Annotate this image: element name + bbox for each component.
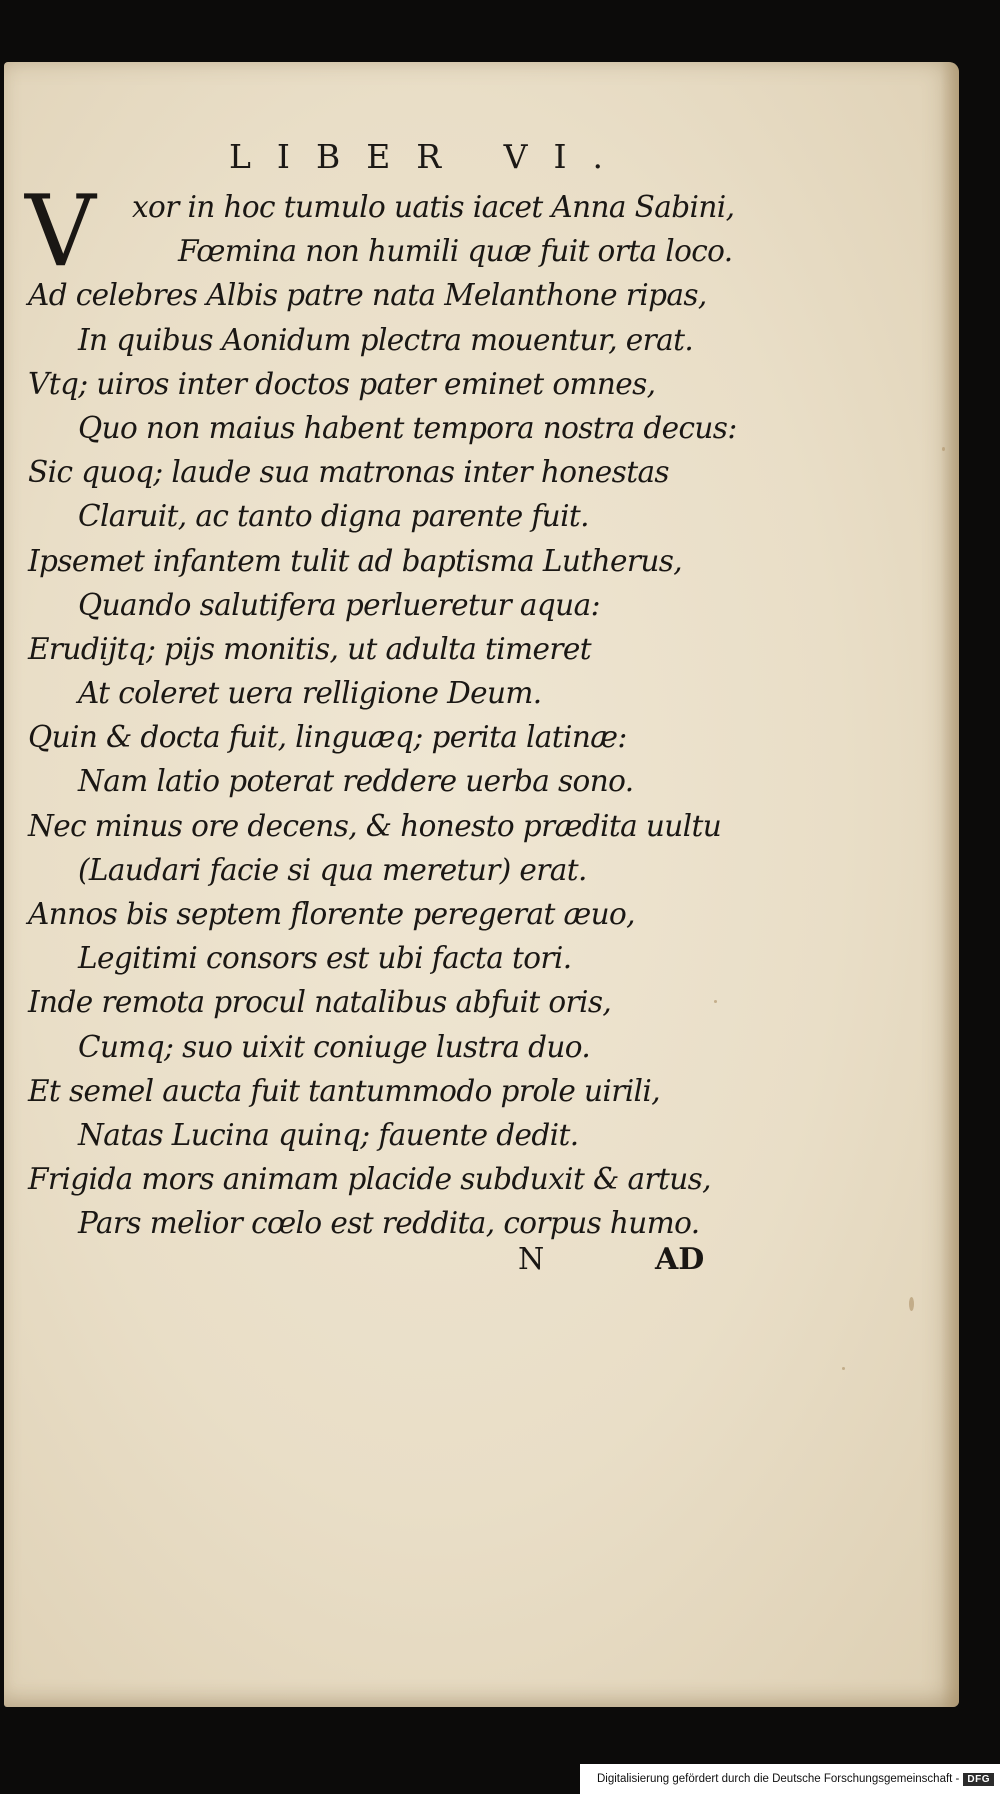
poem-line: Quin & docta fuit, linguæq; perita latinæ: xyxy=(28,720,627,755)
paper-speck xyxy=(842,1367,845,1370)
poem-line: Quando salutifera perlueretur aqua: xyxy=(78,587,600,622)
poem-line: Claruit, ac tanto digna parente fuit. xyxy=(78,499,589,534)
page-edge-shadow xyxy=(941,62,959,1707)
poem-line: Et semel aucta fuit tantummodo prole uirili, xyxy=(28,1073,660,1108)
poem-line: Pars melior cœlo est reddita, corpus humo. xyxy=(78,1206,700,1241)
poem-line: Erudijtq; pijs monitis, ut adulta timeret xyxy=(28,631,591,666)
poem-line: Quo non maius habent tempora nostra decus: xyxy=(78,410,737,445)
poem-line: Nam latio poterat reddere uerba sono. xyxy=(78,764,634,799)
poem-line: Cumq; suo uixit coniuge lustra duo. xyxy=(78,1029,591,1064)
poem-line: Fœmina non humili quæ fuit orta loco. xyxy=(178,234,733,269)
book-page xyxy=(4,62,959,1707)
catchword: AD xyxy=(655,1242,705,1277)
dfg-logo: DFG xyxy=(963,1773,994,1786)
poem-line: Ipsemet infantem tulit ad baptisma Lutherus, xyxy=(28,543,683,578)
signature-mark: N xyxy=(518,1242,545,1277)
paper-speck xyxy=(942,447,945,451)
poem-line: Natas Lucina quinq; fauente dedit. xyxy=(78,1117,579,1152)
digitization-credit-bar xyxy=(580,1764,1000,1794)
poem-line: Sic quoq; laude sua matronas inter honestas xyxy=(28,455,669,490)
poem-line: Vtq; uiros inter doctos pater eminet omnes, xyxy=(28,366,656,401)
poem-line: (Laudari facie si qua meretur) erat. xyxy=(78,852,587,887)
poem-line: At coleret uera relligione Deum. xyxy=(78,676,542,711)
poem-line: xor in hoc tumulo uatis iacet Anna Sabini, xyxy=(132,190,735,224)
poem-line: Ad celebres Albis patre nata Melanthone ripas, xyxy=(28,278,707,313)
poem-line: Annos bis septem florente peregerat æuo, xyxy=(28,897,635,931)
drop-cap: V xyxy=(25,175,96,289)
poem-line: In quibus Aonidum plectra mouentur, erat. xyxy=(78,322,694,357)
paper-speck xyxy=(909,1297,914,1311)
paper-speck xyxy=(714,1000,717,1003)
poem-line: Nec minus ore decens, & honesto prædita uultu xyxy=(28,808,722,843)
poem-text xyxy=(28,185,737,1246)
poem-line: Frigida mors animam placide subduxit & artus, xyxy=(28,1162,711,1197)
poem-line: Inde remota procul natalibus abfuit oris, xyxy=(28,985,612,1020)
poem-line: Legitimi consors est ubi facta tori. xyxy=(78,941,572,976)
digitization-credit: Digitalisierung gefördert durch die Deutsche Forschungsgemeinschaft - xyxy=(596,1773,960,1785)
running-head: LIBER VI. xyxy=(229,137,629,176)
